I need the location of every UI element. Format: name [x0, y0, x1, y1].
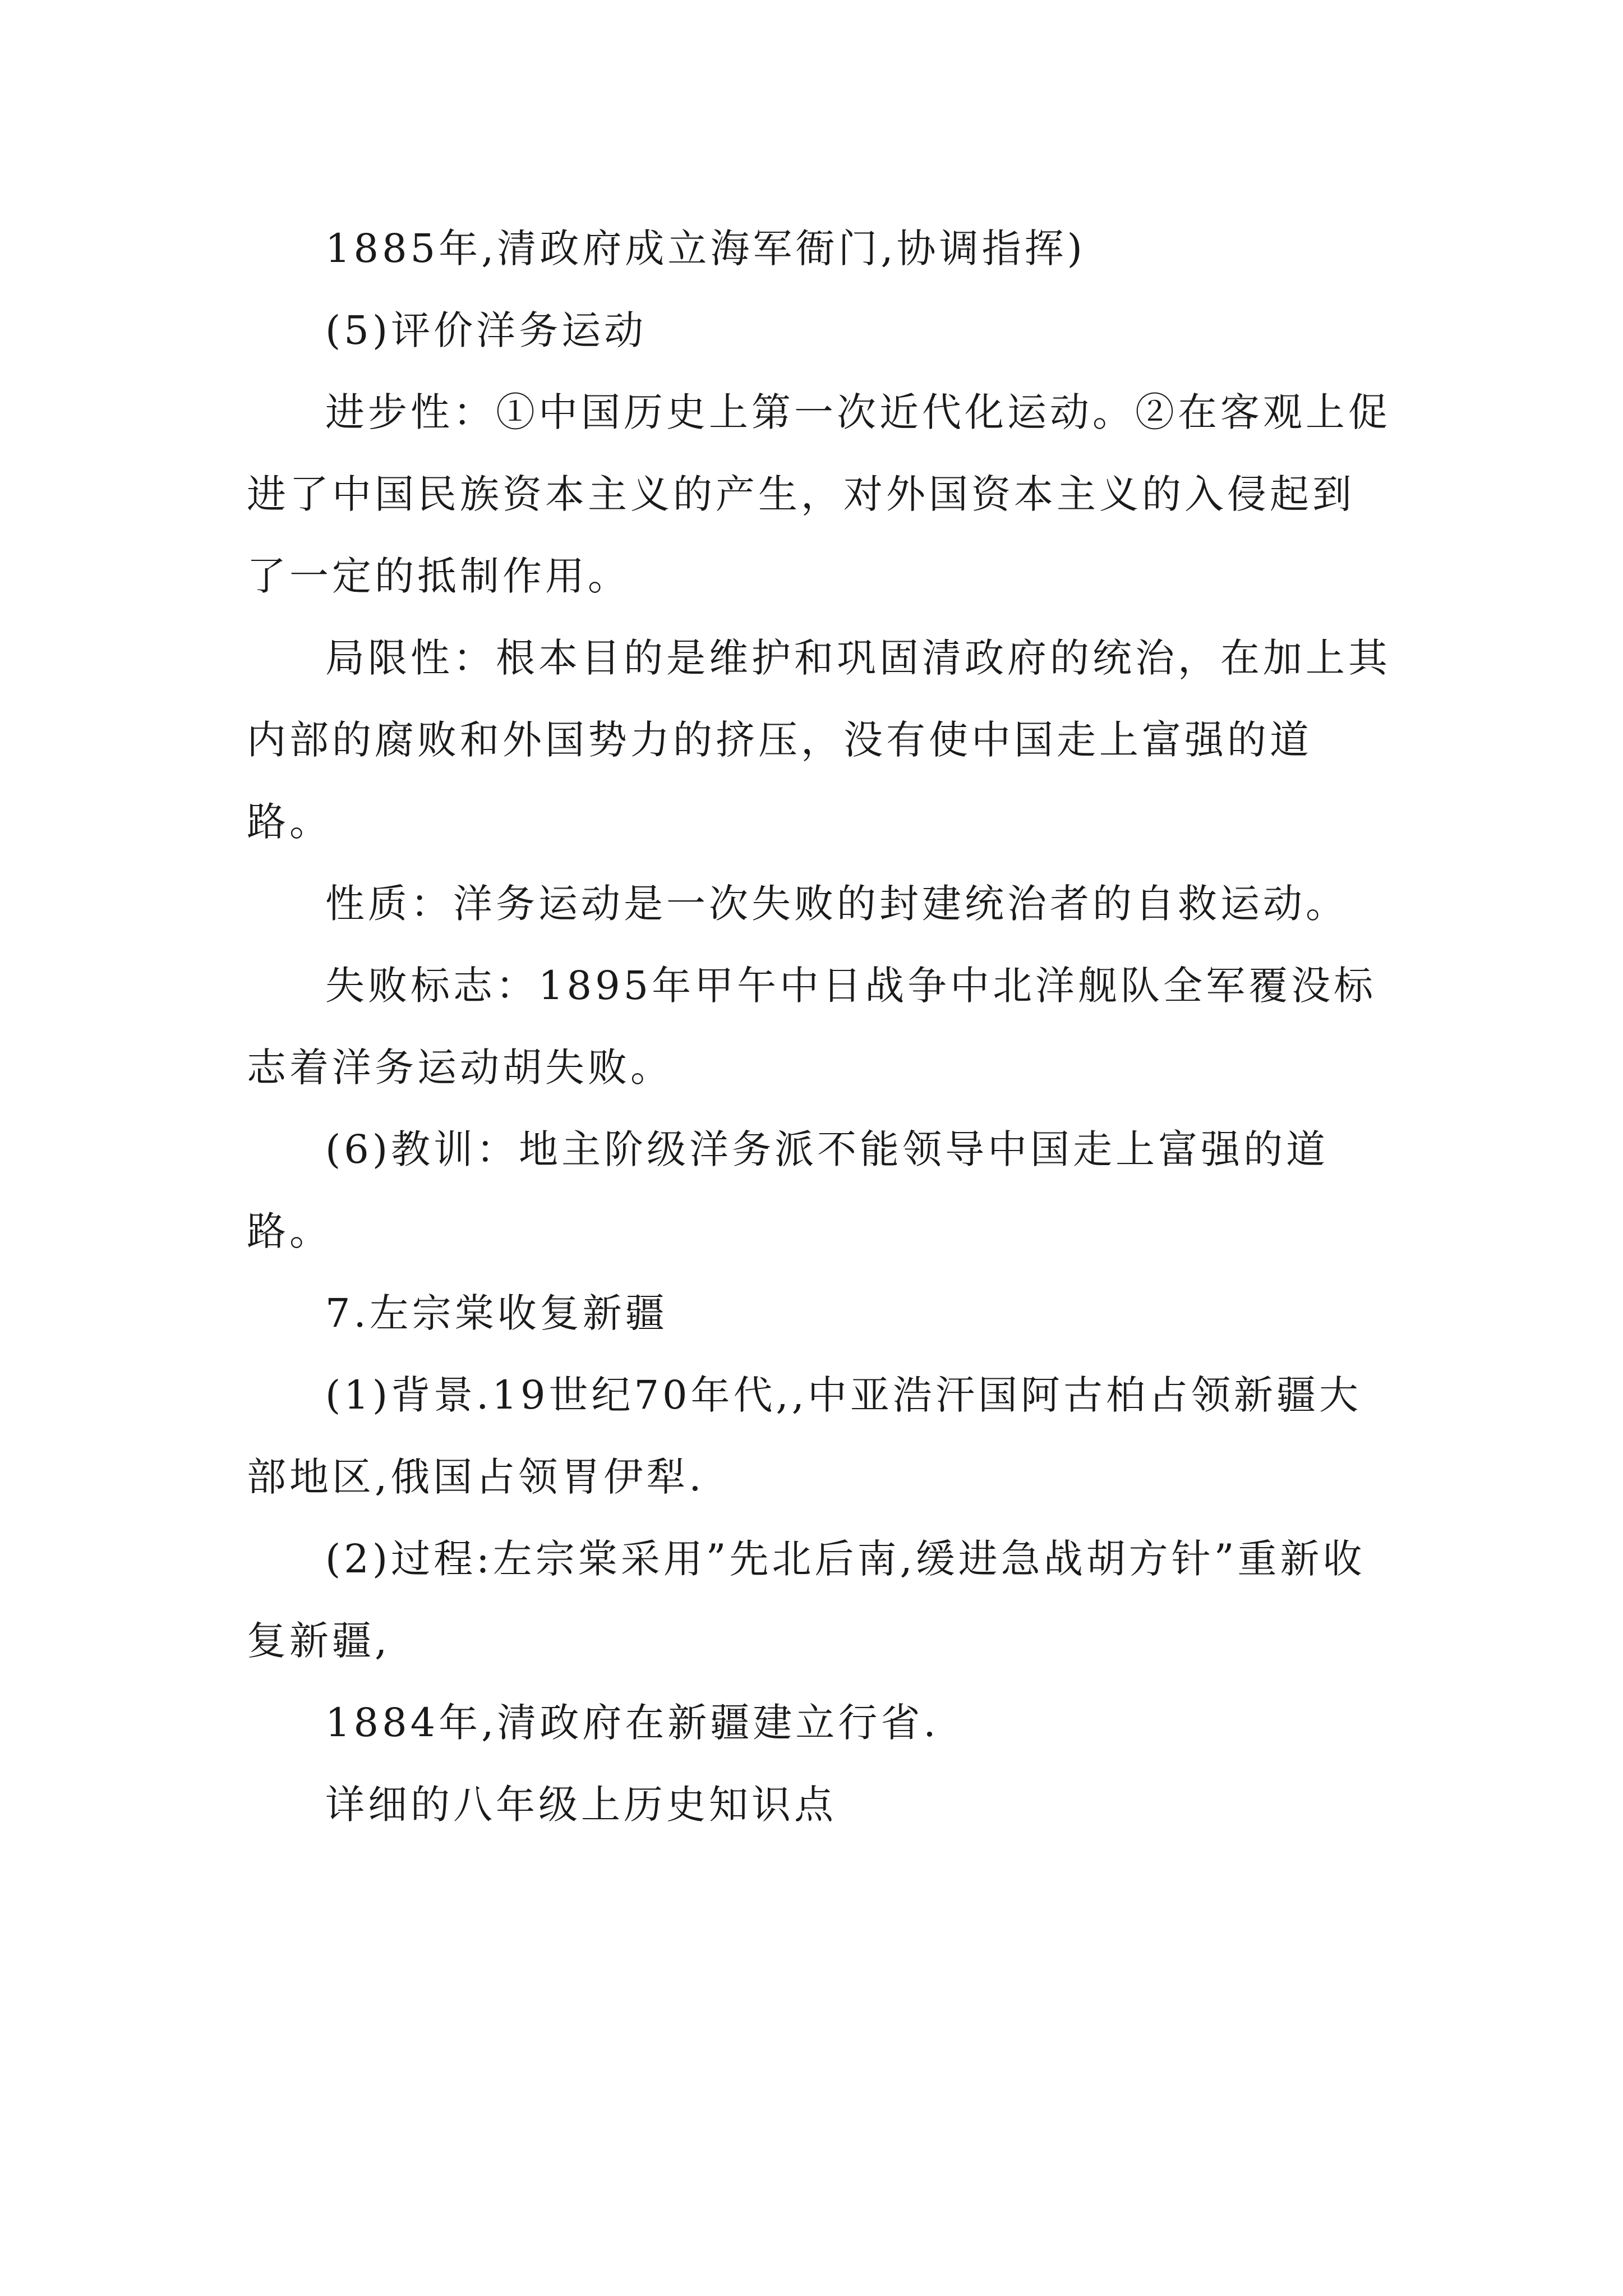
paragraph-evaluate-heading: (5)评价洋务运动 — [325, 307, 647, 353]
paragraph-process: (2)过程:左宗棠采用”先北后南,缓进急战胡方针”重新收复新疆, — [247, 1536, 1366, 1664]
paragraph-background: (1)背景.19世纪70年代,,中亚浩汗国阿古柏占领新疆大部地区,俄国占领胃伊犁. — [247, 1372, 1362, 1500]
paragraph-navy-yamen: 1885年,清政府成立海军衙门,协调指挥) — [325, 226, 1086, 272]
paragraph-nature: 性质：洋务运动是一次失败的封建统治者的自救运动。 — [325, 881, 1348, 927]
paragraph-xinjiang-heading: 7.左宗棠收复新疆 — [325, 1290, 668, 1336]
paragraph-lesson: (6)教训：地主阶级洋务派不能领导中国走上富强的道路。 — [247, 1126, 1329, 1254]
paragraph-province: 1884年,清政府在新疆建立行省. — [325, 1700, 939, 1746]
paragraph-failure-sign: 失败标志：1895年甲午中日战争中北洋舰队全军覆没标志着洋务运动胡失败。 — [247, 963, 1377, 1091]
paragraph-footer-title: 详细的八年级上历史知识点 — [325, 1782, 837, 1828]
paragraph-progressive: 进步性：①中国历史上第一次近代化运动。②在客观上促进了中国民族资本主义的产生，对外国资本主义的入侵起到了一定的抵制作用。 — [247, 389, 1391, 599]
paragraph-limitations: 局限性：根本目的是维护和巩固清政府的统治，在加上其内部的腐败和外国势力的挤压，没有使中国走上富强的道路。 — [247, 635, 1391, 845]
document-body — [247, 208, 1396, 1846]
